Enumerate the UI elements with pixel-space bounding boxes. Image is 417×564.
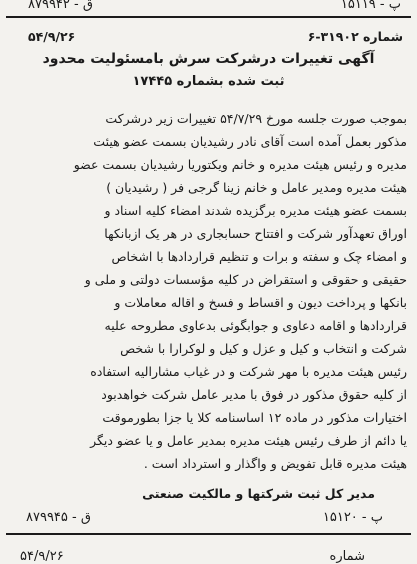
body-line: اوراق تعهدآور شرکت و افتتاح حسابجاری در هر یک ازبانکها bbox=[104, 226, 407, 241]
top-left-code: ۸۷۹۹۴۲ - ق bbox=[28, 0, 93, 12]
body-line: از کلیه حقوق مذکور در فوق با مدیر عامل شرکت خواهدبود bbox=[101, 387, 407, 402]
body-line: هیئت مدیره قابل تفویض و واگذار و استرداد است . bbox=[143, 456, 407, 471]
body-line: هیئت مدیره ومدیر عامل و خانم زینا گرجی فر ( رشیدیان ) bbox=[106, 180, 407, 195]
body-line: و امضاء چک و سفته و برات و تنظیم قراردادها با اشخاص bbox=[111, 249, 407, 264]
signature: مدیر کل ثبت شرکتها و مالکیت صنعتی bbox=[142, 486, 375, 501]
next-notice-label: شماره bbox=[329, 549, 365, 564]
body-line: بسمت عضو هیئت مدیره برگزیده شدند امضاء کلیه اسناد و bbox=[104, 203, 407, 218]
top-divider bbox=[6, 16, 411, 18]
body-line: بموجب صورت جلسه مورخ ۵۴/۷/۲۹ تغییرات زیر درشرکت bbox=[105, 111, 407, 126]
body-line: مدیره و رئیس هیئت مدیره و خانم ویکتوریا رشیدیان بسمت عضو bbox=[73, 157, 407, 172]
bottom-divider bbox=[6, 533, 411, 535]
registration-number: شماره ۳۱۹۰۲-۶ bbox=[307, 29, 403, 44]
body-line: حقیقی و حقوقی و استقراض در کلیه مؤسسات دولتی و ملی و bbox=[84, 272, 407, 287]
bottom-left-code: ۸۷۹۹۴۵ - ق bbox=[26, 510, 91, 525]
body-line: رئیس هیئت مدیره با مهر شرکت و در غیاب مشارالیه استفاده bbox=[90, 364, 407, 379]
next-notice-partial bbox=[12, 549, 405, 564]
body-line: بانکها و پرداخت دیون و اقساط و فسخ و اقاله معاملات و bbox=[114, 295, 407, 310]
notice-title: آگهی تغییرات درشرکت سرش بامسئولیت محدود bbox=[42, 51, 375, 67]
top-right-code: پ - ۱۵۱۱۹ bbox=[340, 0, 401, 12]
body-line: قراردادها و اقامه دعاوی و جوابگوئی بدعاوی مطروحه علیه bbox=[104, 318, 407, 333]
body-line: شرکت و انتخاب و کیل و عزل و کیل و لوکرارا با شخص bbox=[120, 341, 407, 356]
next-notice-date: ۵۴/۹/۲۶ bbox=[20, 549, 64, 564]
body-line: مذکور بعمل آمده است آقای نادر رشیدیان بسمت عضو هیئت bbox=[93, 134, 407, 149]
body-line: یا دائم از طرف رئیس هیئت مدیره بمدیر عامل و یا عضو دیگر bbox=[90, 433, 407, 448]
body-line: اختیارات مذکور در ماده ۱۲ اساسنامه کلا یا جزا بطورموقت bbox=[102, 410, 407, 425]
bottom-right-code: پ - ۱۵۱۲۰ bbox=[322, 510, 383, 525]
registration-date: ۵۴/۹/۲۶ bbox=[28, 29, 76, 44]
notice-subtitle: ثبت شده بشماره ۱۷۴۴۵ bbox=[132, 74, 285, 89]
